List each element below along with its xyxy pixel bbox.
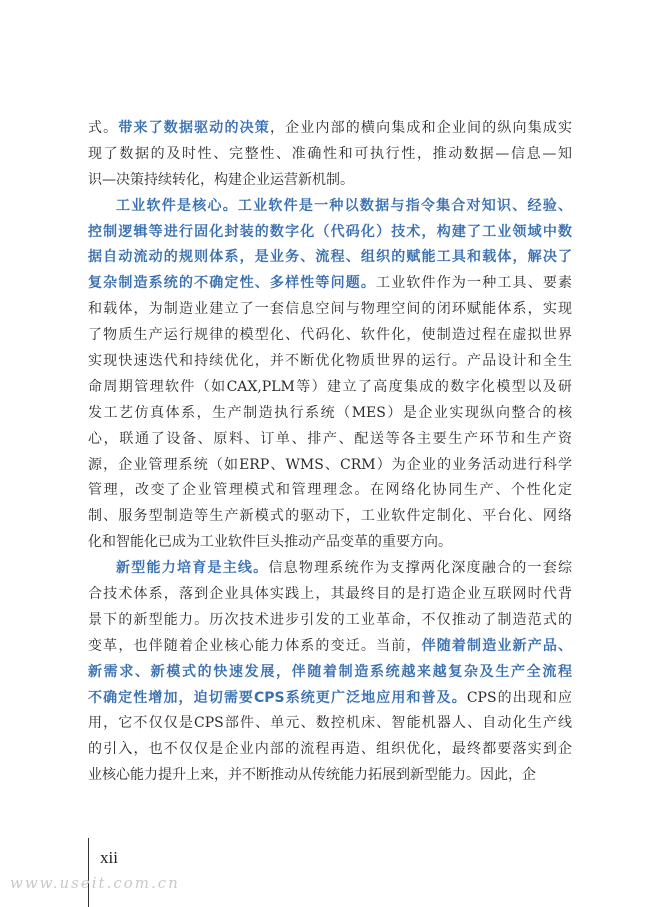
body-text-span: 工业软件作为一种工具、要素 bbox=[376, 275, 573, 292]
watermark: www.useit.com.cn bbox=[10, 874, 180, 892]
body-text-span: 发工艺仿真体系，生产制造执行系统（MES）是企业实现纵向整合的核 bbox=[88, 404, 572, 421]
body-text-span: 合技术体系，落到企业具体实践上，其最终目的是打造企业互联网时代背 bbox=[88, 586, 572, 603]
text-line bbox=[88, 116, 572, 142]
page-number: xii bbox=[100, 848, 118, 867]
body-text-span: 了物质生产运行规律的模型化、代码化、软件化，使制造过程在虚拟世界 bbox=[88, 327, 572, 344]
body-text bbox=[88, 116, 572, 789]
highlighted-text: 新需求、新模式的快速发展，伴随着制造系统越来越复杂及生产全流程 bbox=[88, 663, 572, 680]
text-line bbox=[88, 142, 572, 168]
body-text-span: 变革，也伴随着企业核心能力体系的变迁。当前， bbox=[88, 637, 422, 654]
paragraph bbox=[88, 556, 572, 789]
highlighted-text: 据自动流动的规则体系，是业务、流程、组织的赋能工具和载体，解决了 bbox=[88, 249, 572, 266]
text-line bbox=[88, 763, 572, 789]
text-line bbox=[88, 375, 572, 401]
text-line bbox=[88, 168, 572, 194]
text-line bbox=[88, 660, 572, 686]
highlighted-text: 伴随着制造业新产品、 bbox=[421, 637, 573, 654]
text-line bbox=[88, 478, 572, 504]
text-line bbox=[88, 349, 572, 375]
text-line bbox=[88, 453, 572, 479]
highlighted-text: 不确定性增加，迫切需要CPS系统更广泛地应用和普及。 bbox=[88, 689, 467, 706]
text-line bbox=[88, 297, 572, 323]
paragraph bbox=[88, 194, 572, 556]
body-text-span: 业核心能力提升上来，并不断推动从传统能力拓展到新型能力。因此，企 bbox=[88, 767, 536, 784]
body-text-span: 识—决策持续转化，构建企业运营新机制。 bbox=[88, 171, 354, 188]
body-text-span: ，企业内部的横向集成和企业间的纵向集成实 bbox=[269, 120, 573, 136]
text-line bbox=[88, 323, 572, 349]
text-line bbox=[88, 711, 572, 737]
body-text-span: 管理，改变了企业管理模式和管理理念。在网络化协同生产、个性化定 bbox=[88, 482, 572, 499]
highlighted-text: 复杂制造系统的不确定性、多样性等问题。 bbox=[88, 275, 377, 292]
body-text-span: 制、服务型制造等生产新模式的驱动下，工业软件定制化、平台化、网络 bbox=[88, 508, 572, 525]
text-line bbox=[88, 427, 572, 453]
body-text-span: 景下的新型能力。历次技术进步引发的工业革命，不仅推动了制造范式的 bbox=[88, 611, 572, 628]
text-line bbox=[88, 608, 572, 634]
paragraph bbox=[88, 116, 572, 194]
text-line bbox=[88, 194, 572, 220]
body-text-span: 信息物理系统作为支撑两化深度融合的一套综 bbox=[268, 560, 573, 577]
body-text-span: 的引入，也不仅仅是企业内部的流程再造、组织优化，最终都要落实到企 bbox=[88, 741, 572, 758]
body-text-span: CPS的出现和应 bbox=[466, 689, 572, 706]
body-text-span: 源，企业管理系统（如ERP、WMS、CRM）为企业的业务活动进行科学 bbox=[88, 456, 572, 473]
text-line bbox=[88, 737, 572, 763]
body-text-span: 心，联通了设备、原料、订单、排产、配送等各主要生产环节和生产资 bbox=[88, 430, 572, 447]
body-text-span: 用，它不仅仅是CPS部件、单元、数控机床、智能机器人、自动化生产线 bbox=[88, 715, 572, 732]
footer-rule bbox=[88, 838, 89, 907]
body-text-span: 化和智能化已成为工业软件巨头推动产品变革的重要方向。 bbox=[88, 534, 452, 551]
text-line bbox=[88, 220, 572, 246]
text-line bbox=[88, 582, 572, 608]
text-line bbox=[88, 686, 572, 712]
body-text-span: 命周期管理软件（如CAX,PLM等）建立了高度集成的数字化模型以及研 bbox=[88, 378, 572, 395]
text-line bbox=[88, 556, 572, 582]
text-line bbox=[88, 401, 572, 427]
text-line bbox=[88, 504, 572, 530]
highlighted-text: 新型能力培育是主线。 bbox=[116, 560, 269, 577]
body-text-span: 式。 bbox=[88, 120, 119, 136]
text-line bbox=[88, 271, 572, 297]
text-line bbox=[88, 530, 572, 556]
text-line bbox=[88, 634, 572, 660]
body-text-span: 现了数据的及时性、完整性、准确性和可执行性，推动数据—信息—知 bbox=[88, 145, 572, 162]
body-text-span: 实现快速迭代和持续优化，并不断优化物质世界的运行。产品设计和全生 bbox=[88, 353, 572, 370]
highlighted-text: 工业软件是核心。工业软件是一种以数据与指令集合对知识、经验、 bbox=[116, 197, 572, 214]
body-text-span: 和载体，为制造业建立了一套信息空间与物理空间的闭环赋能体系，实现 bbox=[88, 301, 572, 318]
text-line bbox=[88, 245, 572, 271]
highlighted-text: 带来了数据驱动的决策 bbox=[118, 120, 270, 136]
highlighted-text: 控制逻辑等进行固化封装的数字化（代码化）技术，构建了工业领域中数 bbox=[88, 223, 572, 240]
